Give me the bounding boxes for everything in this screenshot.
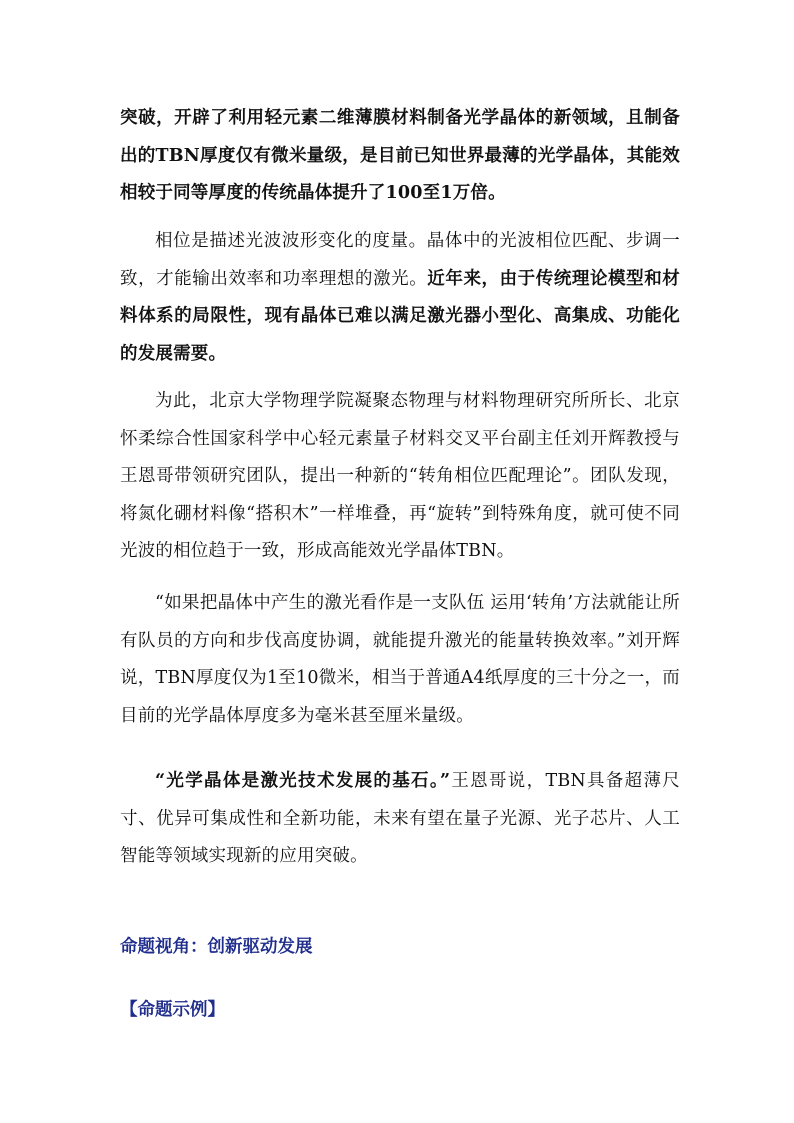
paragraph-5 <box>120 763 680 876</box>
paragraph-2-bold: 近年来，由于传统理论模型和材料体系的局限性，现有晶体已难以满足激光器小型化、高集成、功能化的发展需要。 <box>120 268 680 364</box>
section-heading-perspective: 命题视角：创新驱动发展 <box>120 937 313 957</box>
paragraph-5-normal: 王恩哥说，TBN具备超薄尺寸、优异可集成性和全新功能，未来有望在量子光源、光子芯片、人工智能等领域实现新的应用突破。 <box>120 771 680 866</box>
paragraph-4: “如果把晶体中产生的激光看作是一支队伍 运用‘转角’方法就能让所有队员的方向和步伐高度协调，就能提升激光的能量转换效率。”刘开辉说，TBN厚度仅为1至10微米，相当于普通A4纸厚度的三十分之一，而目前的光学晶体厚度多为毫米甚至厘米量级。 <box>120 593 680 726</box>
paragraph-5-bold: “光学晶体是激光技术发展的基石。” <box>155 771 451 791</box>
paragraph-3: 为此，北京大学物理学院凝聚态物理与材料物理研究所所长、北京怀柔综合性国家科学中心轻元素量子材料交叉平台副主任刘开辉教授与王恩哥带领研究团队，提出一种新的“转角相位匹配理论”。团队发现，将氮化硼材料像“搭积木”一样堆叠，再“旋转”到特殊角度，就可使不同光波的相位趋于一致，形成高能效光学晶体TBN。 <box>120 391 680 561</box>
paragraph-2-normal: 相位是描述光波波形变化的度量。晶体中的光波相位匹配、步调一致，才能输出效率和功率理想的激光。 <box>120 231 680 289</box>
paragraph-1: 突破，开辟了利用轻元素二维薄膜材料制备光学晶体的新领域，且制备出的TBN厚度仅有微米量级，是目前已知世界最薄的光学晶体，其能效相较于同等厚度的传统晶体提升了100至1万倍。 <box>120 108 680 203</box>
section-heading-example: 【命题示例】 <box>120 1000 225 1020</box>
paragraph-2 <box>120 223 680 373</box>
